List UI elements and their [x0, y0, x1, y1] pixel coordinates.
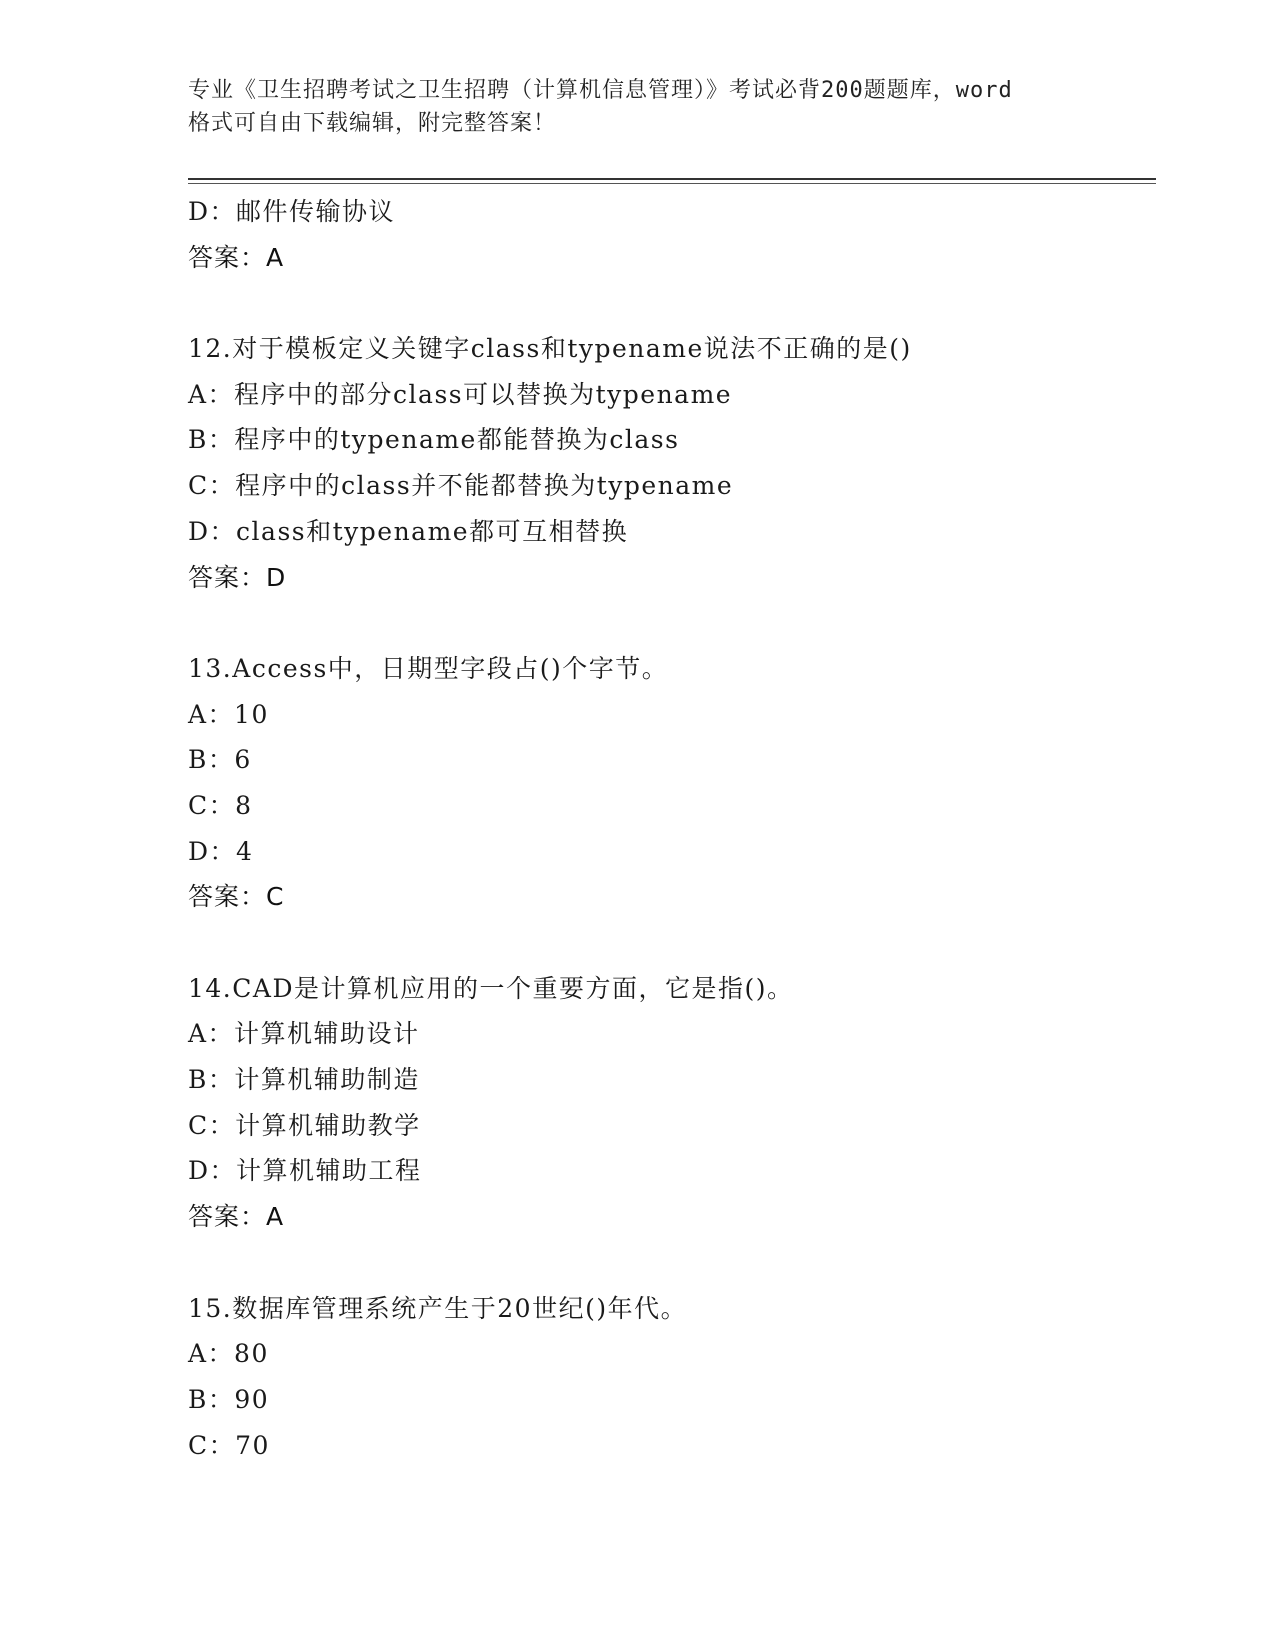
answer-line: 答案：D: [188, 562, 287, 592]
option-b: B：90: [188, 1384, 270, 1414]
question-text: 13.Access中，日期型字段占()个字节。: [188, 653, 669, 683]
header-line-1: 专业《卫生招聘考试之卫生招聘（计算机信息管理）》考试必背200题题库，word: [188, 78, 1013, 103]
option-c: C：计算机辅助教学: [188, 1110, 421, 1140]
answer-line: 答案：A: [188, 1202, 285, 1232]
option-a: A：80: [188, 1339, 269, 1369]
option-a: A：计算机辅助设计: [188, 1019, 420, 1049]
option-d: D：class和typename都可互相替换: [188, 516, 629, 546]
spacer: [188, 1240, 1156, 1286]
option-d: D：计算机辅助工程: [188, 1156, 422, 1186]
question-block-14: [188, 966, 1156, 1240]
previous-question-tail: [188, 189, 1156, 280]
option-a: A：程序中的部分class可以替换为typename: [188, 379, 733, 409]
option-c: C：70: [188, 1430, 270, 1460]
question-block-13: [188, 646, 1156, 920]
answer-line: 答案：A: [188, 242, 285, 272]
document-header: [188, 74, 1088, 140]
header-line-2: 格式可自由下载编辑，附完整答案！: [188, 111, 557, 136]
question-text: 14.CAD是计算机应用的一个重要方面，它是指()。: [188, 973, 794, 1003]
question-text: 12.对于模板定义关键字class和typename说法不正确的是(): [188, 334, 912, 364]
option-b: B：计算机辅助制造: [188, 1065, 420, 1095]
header-divider-thin: [188, 183, 1156, 184]
question-block-12: [188, 326, 1156, 600]
spacer: [188, 280, 1156, 326]
spacer: [188, 920, 1156, 966]
spacer: [188, 600, 1156, 646]
option-a: A：10: [188, 699, 269, 729]
header-divider-thick: [188, 178, 1156, 180]
option-d: D：4: [188, 836, 254, 866]
option-c: C：程序中的class并不能都替换为typename: [188, 471, 734, 501]
answer-line: 答案：C: [188, 882, 285, 912]
option-b: B：程序中的typename都能替换为class: [188, 425, 680, 455]
question-text: 15.数据库管理系统产生于20世纪()年代。: [188, 1293, 688, 1323]
question-content: [188, 189, 1156, 1468]
question-block-15: [188, 1286, 1156, 1469]
option-b: B：6: [188, 745, 252, 775]
option-d: D：邮件传输协议: [188, 197, 396, 226]
option-c: C：8: [188, 790, 253, 820]
